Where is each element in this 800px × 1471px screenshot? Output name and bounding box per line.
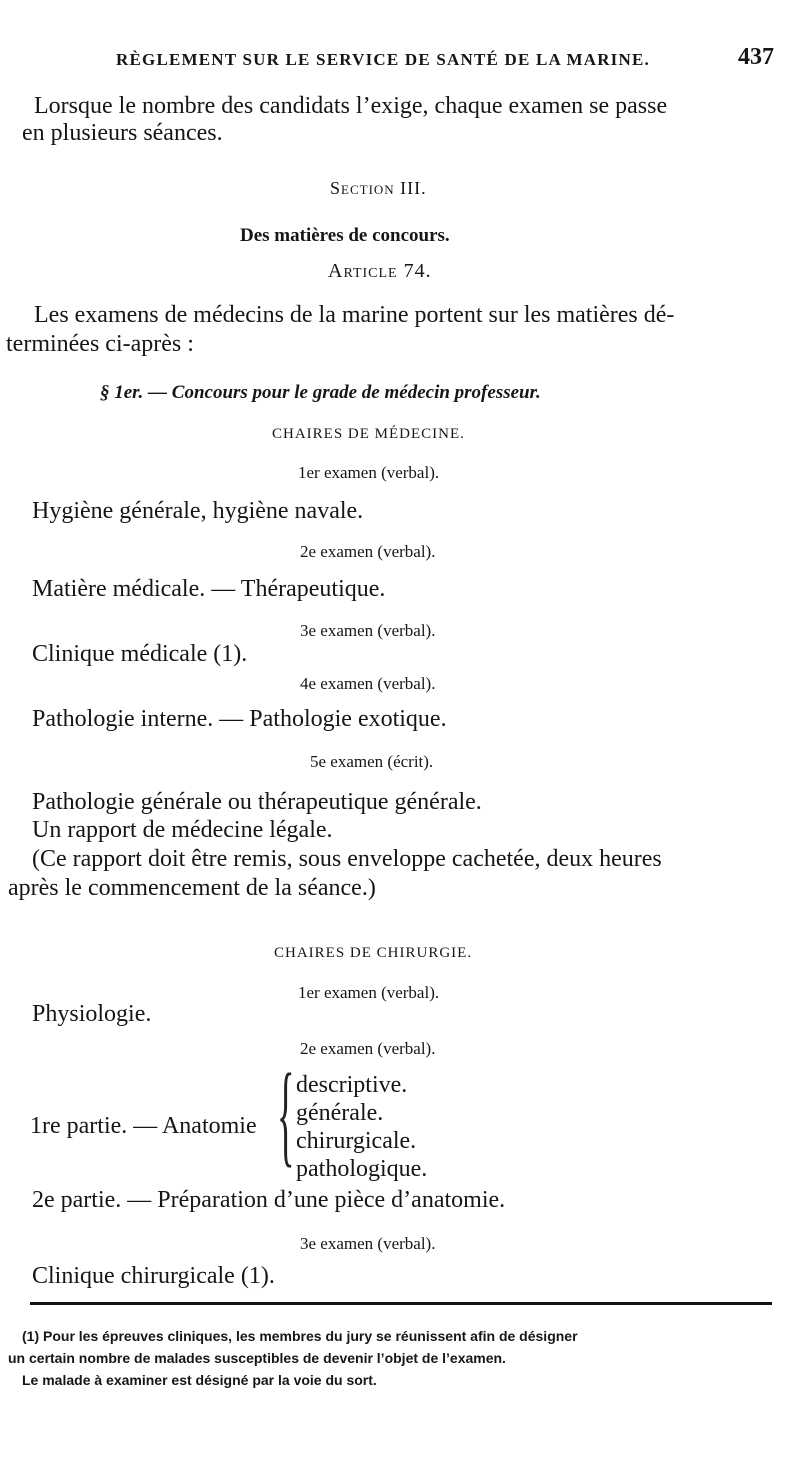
medecine-exam-1-subject: Hygiène générale, hygiène navale. <box>32 498 364 524</box>
medecine-exam-5-subject-2: Un rapport de médecine légale. <box>32 817 333 843</box>
medecine-exam-5-title: 5e examen (écrit). <box>310 752 434 771</box>
medecine-exam-5-subject-3: (Ce rapport doit être remis, sous enveloppe cachetée, deux heures <box>32 846 662 872</box>
footnote-line-1: (1) Pour les épreuves cliniques, les membres du jury se réunissent afin de désigner <box>22 1328 578 1344</box>
medecine-exam-2-subject: Matière médicale. — Thérapeutique. <box>32 576 386 602</box>
intro-line-1: Lorsque le nombre des candidats l’exige, chaque examen se passe <box>34 93 668 119</box>
section-title: Section III. <box>330 178 427 198</box>
anatomie-option-pathologique: pathologique. <box>296 1156 428 1182</box>
article-title: Article 74. <box>328 260 432 282</box>
medecine-exam-5-subject-4: après le commencement de la séance.) <box>8 875 376 901</box>
chirurgie-exam-2-title: 2e examen (verbal). <box>300 1039 436 1058</box>
chirurgie-exam-3-subject: Clinique chirurgicale (1). <box>32 1263 275 1289</box>
anatomie-option-chirurgicale: chirurgicale. <box>296 1128 417 1154</box>
chirurgie-part-1-label: 1re partie. — Anatomie <box>30 1113 257 1139</box>
chirurgie-exam-3-title: 3e examen (verbal). <box>300 1234 436 1253</box>
medecine-exam-1-title: 1er examen (verbal). <box>298 463 440 482</box>
chirurgie-exam-1-subject: Physiologie. <box>32 1001 152 1027</box>
running-header: RÈGLEMENT SUR LE SERVICE DE SANTÉ DE LA MARINE. <box>116 50 650 69</box>
medecine-exam-4-subject: Pathologie interne. — Pathologie exotique. <box>32 706 447 732</box>
chaire-medecine-title: CHAIRES DE MÉDECINE. <box>272 426 465 442</box>
article-line-1: Les examens de médecins de la marine portent sur les matières dé- <box>34 302 675 328</box>
footnote-line-3: Le malade à examiner est désigné par la voie du sort. <box>22 1372 377 1388</box>
footnote-rule <box>30 1302 772 1305</box>
page-number: 437 <box>738 44 774 70</box>
chaire-chirurgie-title: CHAIRES DE CHIRURGIE. <box>274 945 473 961</box>
article-line-2: terminées ci-après : <box>6 331 194 357</box>
paragraph-heading: § 1er. — Concours pour le grade de médecin professeur. <box>100 382 541 403</box>
medecine-exam-3-subject: Clinique médicale (1). <box>32 641 248 667</box>
section-subtitle: Des matières de concours. <box>240 225 450 246</box>
chirurgie-part-2: 2e partie. — Préparation d’une pièce d’anatomie. <box>32 1187 506 1213</box>
curly-brace-icon: { <box>277 1050 295 1177</box>
medecine-exam-3-title: 3e examen (verbal). <box>300 621 436 640</box>
medecine-exam-5-subject-1: Pathologie générale ou thérapeutique générale. <box>32 789 482 815</box>
intro-line-2: en plusieurs séances. <box>22 120 223 146</box>
medecine-exam-2-title: 2e examen (verbal). <box>300 542 436 561</box>
footnote-line-2: un certain nombre de malades susceptibles de devenir l’objet de l’examen. <box>8 1350 506 1366</box>
anatomie-option-generale: générale. <box>296 1100 384 1126</box>
medecine-exam-4-title: 4e examen (verbal). <box>300 674 436 693</box>
chirurgie-exam-1-title: 1er examen (verbal). <box>298 983 440 1002</box>
anatomie-option-descriptive: descriptive. <box>296 1072 408 1098</box>
